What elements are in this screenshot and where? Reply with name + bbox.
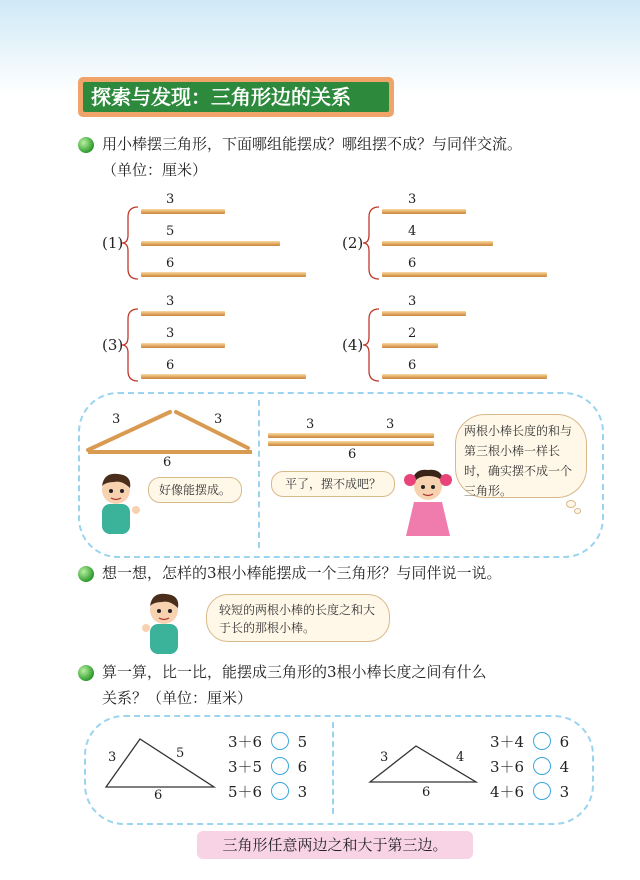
equation: 3＋5 bbox=[228, 758, 263, 776]
equation-rhs: 6 bbox=[559, 733, 570, 751]
equation: 4＋6 bbox=[490, 783, 525, 801]
boy-speech-bubble: 好像能摆成。 bbox=[148, 477, 242, 503]
question1-unit: （单位：厘米） bbox=[102, 161, 208, 179]
rod bbox=[382, 209, 466, 214]
bullet-icon bbox=[78, 566, 94, 582]
brace-icon bbox=[361, 205, 381, 281]
bubble-tail-icon bbox=[574, 508, 581, 514]
rod bbox=[141, 241, 280, 246]
side-label: 3 bbox=[214, 412, 223, 427]
rod bbox=[382, 374, 547, 379]
comparison-row bbox=[228, 781, 307, 802]
rod-length: 6 bbox=[166, 256, 175, 271]
explanation-bubble: 两根小棒长度的和与第三根小棒一样长时，确实摆不成一个三角形。 bbox=[455, 414, 587, 498]
rod bbox=[382, 311, 466, 316]
triangle-1 bbox=[100, 735, 220, 791]
title-banner bbox=[78, 77, 394, 117]
equation-rhs: 4 bbox=[559, 758, 570, 776]
equation-rhs: 3 bbox=[297, 783, 308, 801]
question1-text: 用小棒摆三角形，下面哪组能摆成？哪组摆不成？与同伴交流。 bbox=[102, 135, 523, 153]
side-label: 3 bbox=[112, 412, 121, 427]
group-label: (3) bbox=[102, 336, 124, 354]
compare-circle[interactable] bbox=[533, 732, 551, 750]
divider bbox=[332, 722, 334, 814]
group-label: (1) bbox=[102, 234, 124, 252]
side-label: 6 bbox=[348, 447, 357, 462]
divider bbox=[258, 400, 260, 548]
compare-circle[interactable] bbox=[533, 757, 551, 775]
rod-length: 3 bbox=[166, 294, 175, 309]
side-label: 5 bbox=[176, 746, 185, 761]
equation: 3＋6 bbox=[490, 758, 525, 776]
triangle-attempt-rods bbox=[84, 404, 256, 456]
rod bbox=[141, 272, 306, 277]
conclusion-banner: 三角形任意两边之和大于第三边。 bbox=[197, 831, 473, 859]
equation: 3＋4 bbox=[490, 733, 525, 751]
rod bbox=[141, 311, 225, 316]
equation-rhs: 5 bbox=[297, 733, 308, 751]
girl-speech-bubble: 平了，摆不成吧？ bbox=[271, 471, 395, 497]
compare-circle[interactable] bbox=[533, 782, 551, 800]
side-label: 3 bbox=[380, 750, 389, 765]
side-label: 4 bbox=[456, 750, 465, 765]
rod-length: 4 bbox=[408, 224, 417, 239]
boy-speech-bubble: 较短的两根小棒的长度之和大于长的那根小棒。 bbox=[206, 594, 390, 642]
comparison-row bbox=[490, 731, 569, 752]
bullet-icon bbox=[78, 137, 94, 153]
rod-length: 3 bbox=[166, 326, 175, 341]
side-label: 3 bbox=[386, 417, 395, 432]
compare-circle[interactable] bbox=[271, 782, 289, 800]
comparison-row bbox=[228, 731, 307, 752]
rod bbox=[382, 272, 547, 277]
rod bbox=[268, 441, 434, 446]
rod bbox=[350, 433, 434, 438]
compare-circle[interactable] bbox=[271, 757, 289, 775]
brace-icon bbox=[361, 307, 381, 383]
rod bbox=[382, 241, 493, 246]
rod-length: 6 bbox=[166, 358, 175, 373]
rod-length: 3 bbox=[166, 192, 175, 207]
boy-icon bbox=[92, 470, 142, 540]
girl-icon bbox=[398, 464, 458, 544]
equation: 3＋6 bbox=[228, 733, 263, 751]
question3-unit: 关系？（单位：厘米） bbox=[102, 689, 253, 707]
question3-text: 算一算，比一比，能摆成三角形的3根小棒长度之间有什么 bbox=[102, 663, 487, 681]
rod-length: 5 bbox=[166, 224, 175, 239]
side-label: 6 bbox=[163, 455, 172, 470]
side-label: 6 bbox=[422, 785, 431, 800]
rod bbox=[141, 343, 225, 348]
rod bbox=[141, 374, 306, 379]
rod-length: 2 bbox=[408, 326, 417, 341]
group-label: (2) bbox=[342, 234, 364, 252]
group-label: (4) bbox=[342, 336, 364, 354]
rod-length: 3 bbox=[408, 192, 417, 207]
bullet-icon bbox=[78, 665, 94, 681]
equation-rhs: 3 bbox=[559, 783, 570, 801]
bubble-tail-icon bbox=[566, 500, 576, 508]
boy-icon bbox=[140, 590, 190, 660]
comparison-row bbox=[490, 781, 569, 802]
rod bbox=[268, 433, 352, 438]
page-title: 探索与发现：三角形边的关系 bbox=[83, 82, 389, 112]
equation-rhs: 6 bbox=[297, 758, 308, 776]
side-label: 3 bbox=[306, 417, 315, 432]
rod-length: 6 bbox=[408, 358, 417, 373]
rod-length: 3 bbox=[408, 294, 417, 309]
comparison-row bbox=[228, 756, 307, 777]
side-label: 3 bbox=[108, 750, 117, 765]
rod-length: 6 bbox=[408, 256, 417, 271]
comparison-row bbox=[490, 756, 569, 777]
rod bbox=[382, 343, 438, 348]
side-label: 6 bbox=[154, 788, 163, 803]
rod bbox=[141, 209, 225, 214]
question2-text: 想一想，怎样的3根小棒能摆成一个三角形？与同伴说一说。 bbox=[102, 564, 502, 582]
equation: 5＋6 bbox=[228, 783, 263, 801]
compare-circle[interactable] bbox=[271, 732, 289, 750]
